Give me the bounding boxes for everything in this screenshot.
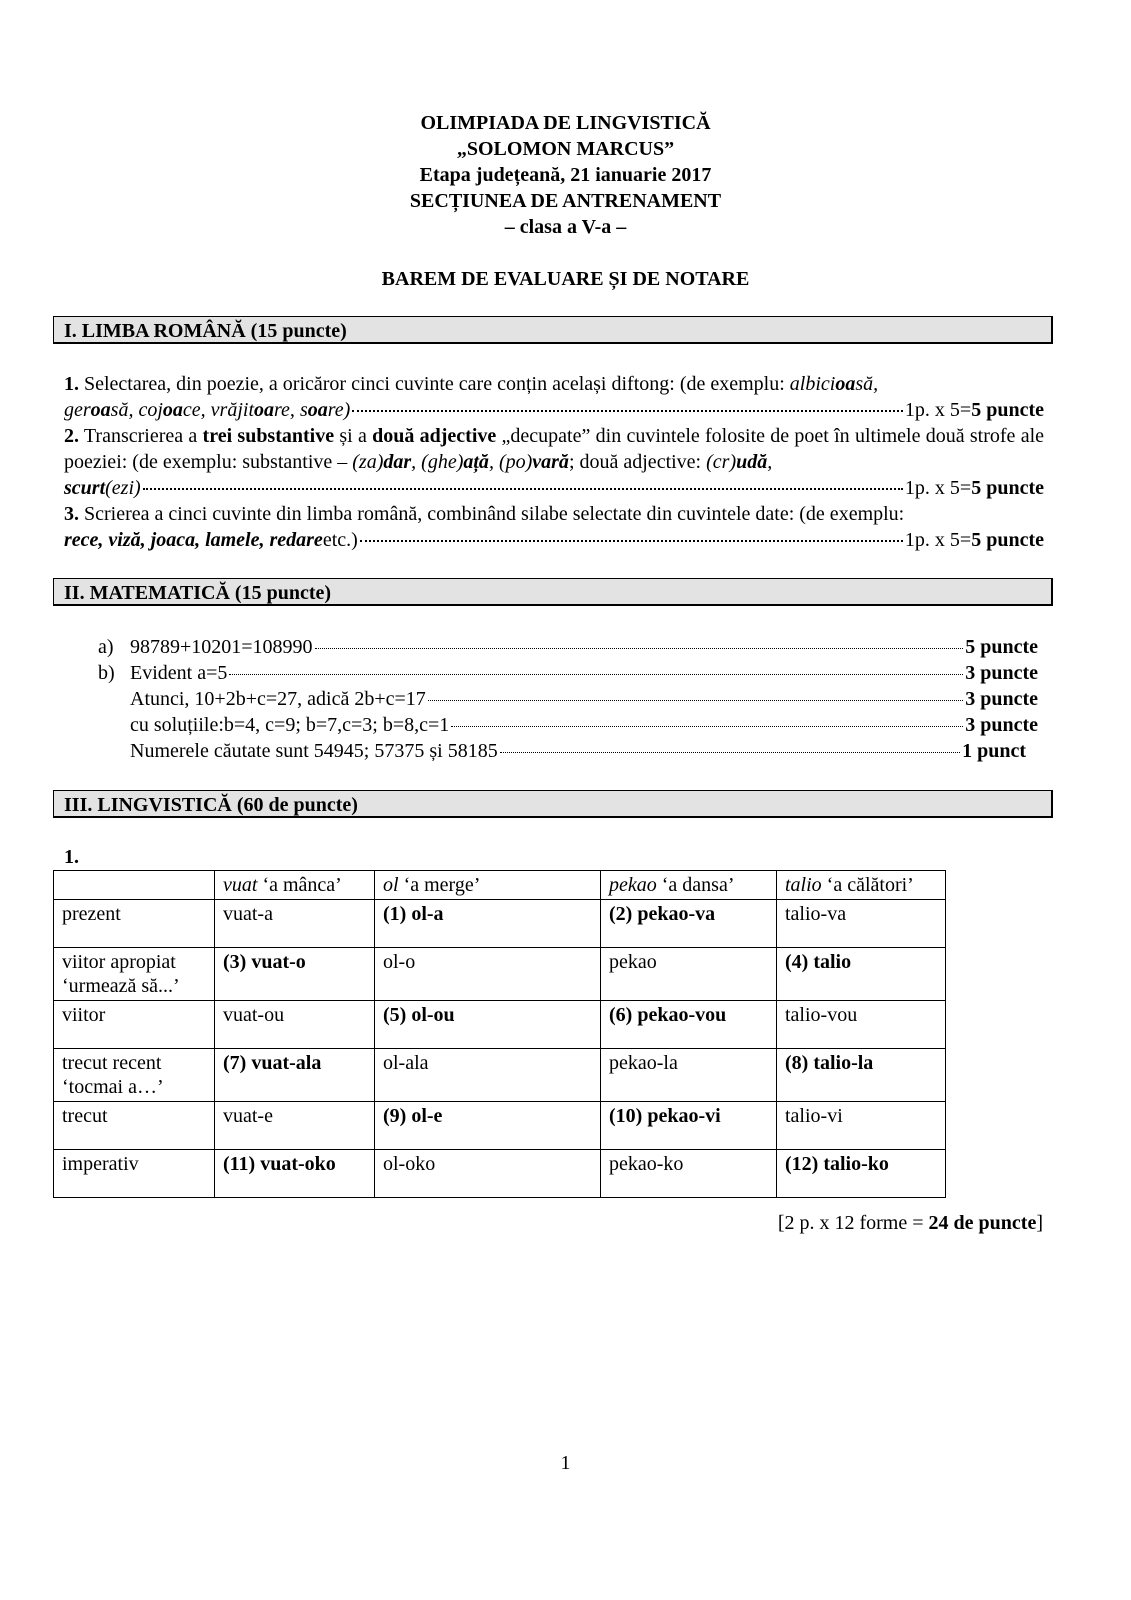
math-line: Numerele căutate sunt 54945; 57375 și 58185 1 punct [130, 740, 1026, 762]
olympiad-name: „SOLOMON MARCUS” [456, 138, 675, 160]
points-value: 5 puncte [971, 399, 1044, 421]
dot-leader [143, 488, 903, 490]
column-header [54, 871, 215, 900]
table-cell: (2) pekao-va [601, 900, 777, 948]
table-cell: (4) talio [777, 948, 946, 1001]
item-number: 2. [64, 425, 79, 447]
row-label: prezent [54, 900, 215, 948]
example-words: rece, viză, joaca, lamele, redare [64, 529, 323, 551]
section-1-heading: I. LIMBA ROMÂNĂ (15 puncte) [53, 316, 1053, 344]
table-cell: ol-o [375, 948, 601, 1001]
row-label: trecut recent ‘tocmai a…’ [54, 1049, 215, 1102]
item-row: geroasă, cojoace, vrăjitoare, soare) 1p. x 5= 5 puncte [64, 399, 1044, 421]
row-label: trecut [54, 1102, 215, 1150]
item-number: 3. [64, 503, 79, 525]
table-cell: vuat-a [215, 900, 375, 948]
math-line: Atunci, 10+2b+c=27, adică 2b+c=17 3 puncte [130, 688, 1038, 710]
math-solution [98, 634, 1038, 764]
section-3-item-number: 1. [64, 846, 79, 868]
document-header [0, 110, 1131, 240]
section-1-item-2: 2. Transcrierea a trei substantive și a două adjective „decupate” din cuvintele folosite de poet în ultimele două strofe ale poeziei: (de exemplu: substantive – (za)dar, (ghe)ață, (po)vară; două adjective: (cr)udă, scurt(ezi) 1p. x 5= 5 puncte [64, 425, 1044, 499]
section-type: SECȚIUNEA DE ANTRENAMENT [409, 190, 722, 212]
grade-level: – clasa a V-a – [504, 216, 627, 238]
table-cell: pekao [601, 948, 777, 1001]
row-label: imperativ [54, 1150, 215, 1198]
table-cell: (10) pekao-vi [601, 1102, 777, 1150]
scoring-note: [2 p. x 12 forme = 24 de puncte] [777, 1212, 1043, 1234]
table-cell: talio-vou [777, 1001, 946, 1049]
table-cell: vuat-e [215, 1102, 375, 1150]
section-3-heading: III. LINGVISTICĂ (60 de puncte) [53, 790, 1053, 818]
table-cell: talio-vi [777, 1102, 946, 1150]
table-cell: (6) pekao-vou [601, 1001, 777, 1049]
verb-forms-table [53, 870, 946, 1198]
table-cell: (8) talio-la [777, 1049, 946, 1102]
table-cell: vuat-ou [215, 1001, 375, 1049]
points-value: 5 puncte [971, 529, 1044, 551]
item-number: 1. [64, 373, 79, 395]
olympiad-title: OLIMPIADA DE LINGVISTICĂ [420, 112, 711, 134]
table-cell: (9) ol-e [375, 1102, 601, 1150]
section-2-heading: II. MATEMATICĂ (15 puncte) [53, 578, 1053, 606]
table-row [54, 900, 946, 948]
table-cell: talio-va [777, 900, 946, 948]
row-label: viitor apropiat ‘urmează să...’ [54, 948, 215, 1001]
column-header: pekao ‘a dansa’ [601, 871, 777, 900]
math-line: a) 98789+10201=108990 5 puncte [98, 636, 1038, 658]
table-cell: (7) vuat-ala [215, 1049, 375, 1102]
column-header: talio ‘a călători’ [777, 871, 946, 900]
table-row [54, 1049, 946, 1102]
table-cell: (1) ol-a [375, 900, 601, 948]
dot-leader [360, 540, 903, 542]
section-1-item-3: 3. Scrierea a cinci cuvinte din limba română, combinând silabe selectate din cuvintele date: (de exemplu: rece, viză, joaca, lamele, redare etc.) 1p. x 5= 5 puncte [64, 503, 1044, 551]
dot-leader [352, 410, 903, 412]
points-value: 5 puncte [971, 477, 1044, 499]
barem-title: BAREM DE EVALUARE ȘI DE NOTARE [381, 268, 750, 290]
item-row: rece, viză, joaca, lamele, redare etc.) 1p. x 5= 5 puncte [64, 529, 1044, 551]
table-cell: (12) talio-ko [777, 1150, 946, 1198]
table-cell: (11) vuat-oko [215, 1150, 375, 1198]
table-cell: (3) vuat-o [215, 948, 375, 1001]
item-text: Selectarea, din poezie, a oricăror cinci cuvinte care conțin același diftong: (de exemplu: [79, 373, 790, 395]
table-cell: pekao-la [601, 1049, 777, 1102]
math-line: b) Evident a=5 3 puncte [98, 662, 1038, 684]
table-row [54, 1001, 946, 1049]
table-row [54, 1150, 946, 1198]
math-line: cu soluțiile:b=4, c=9; b=7,c=3; b=8,c=1 3 puncte [130, 714, 1038, 736]
table-header-row [54, 871, 946, 900]
table-cell: ol-ala [375, 1049, 601, 1102]
table-row [54, 1102, 946, 1150]
column-header: ol ‘a merge’ [375, 871, 601, 900]
section-1-item-1: 1. Selectarea, din poezie, a oricăror cinci cuvinte care conțin același diftong: (de exemplu: albicioasă, geroasă, cojoace, vrăjitoare, soare) 1p. x 5= 5 puncte [64, 373, 1044, 421]
table-row [54, 948, 946, 1001]
page-number: 1 [560, 1452, 571, 1474]
table-cell: ol-oko [375, 1150, 601, 1198]
column-header: vuat ‘a mânca’ [215, 871, 375, 900]
row-label: viitor [54, 1001, 215, 1049]
table-cell: (5) ol-ou [375, 1001, 601, 1049]
stage-date: Etapa județeană, 21 ianuarie 2017 [419, 164, 712, 186]
table-cell: pekao-ko [601, 1150, 777, 1198]
item-row: scurt(ezi) 1p. x 5= 5 puncte [64, 477, 1044, 499]
